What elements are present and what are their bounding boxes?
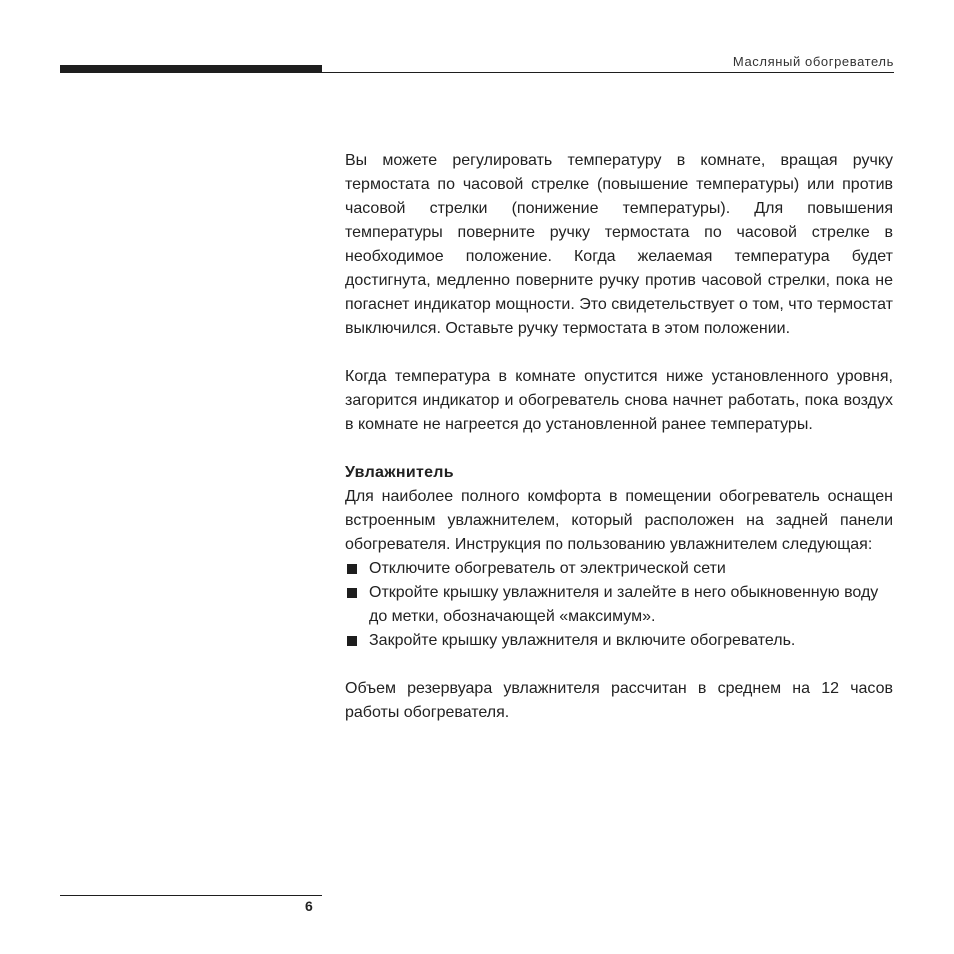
page-number: 6 <box>305 898 313 914</box>
square-bullet-icon <box>347 636 357 646</box>
page-body <box>345 149 893 725</box>
square-bullet-icon <box>347 564 357 574</box>
paragraph-humidifier-intro: Для наиболее полного комфорта в помещении обогреватель оснащен встроенным увлажнителем, который расположен на задней панели обогревателя. Инструкция по пользованию увлажнителем следующая: <box>345 488 893 553</box>
list-item <box>345 629 893 653</box>
list-item <box>345 581 893 629</box>
header-rule-thin <box>322 72 894 73</box>
running-header-title: Масляный обогреватель <box>732 54 894 69</box>
list-item <box>345 557 893 581</box>
paragraph-reservoir: Объем резервуара увлажнителя рассчитан в среднем на 12 часов работы обогревателя. <box>345 680 893 721</box>
square-bullet-icon <box>347 588 357 598</box>
section-heading-humidifier: Увлажнитель <box>345 464 454 481</box>
list-item-text: Отключите обогреватель от электрической сети <box>369 560 726 577</box>
instruction-list <box>345 557 893 653</box>
list-item-text: Откройте крышку увлажнителя и залейте в него обыкновенную воду до метки, обозначающей «максимум». <box>369 584 879 625</box>
paragraph-thermostat: Вы можете регулировать температуру в комнате, вращая ручку термостата по часовой стрелке (повышение температуры) или против часовой стрелки (понижение температуры). Для повышения температуры поверните ручку термостата по часовой стрелке в необходимое положение. Когда желаемая температура будет достигнута, медленно поверните ручку против часовой стрелки, пока не погаснет индикатор мощности. Это свидетельствует о том, что термостат выключился. Оставьте ручку термостата в этом положении. <box>345 152 893 337</box>
footer-rule <box>60 895 322 896</box>
header-rule-thick <box>60 65 322 73</box>
list-item-text: Закройте крышку увлажнителя и включите обогреватель. <box>369 632 796 649</box>
paragraph-indicator: Когда температура в комнате опустится ниже установленного уровня, загорится индикатор и обогреватель снова начнет работать, пока воздух в комнате не нагреется до установленной ранее температуры. <box>345 368 893 433</box>
